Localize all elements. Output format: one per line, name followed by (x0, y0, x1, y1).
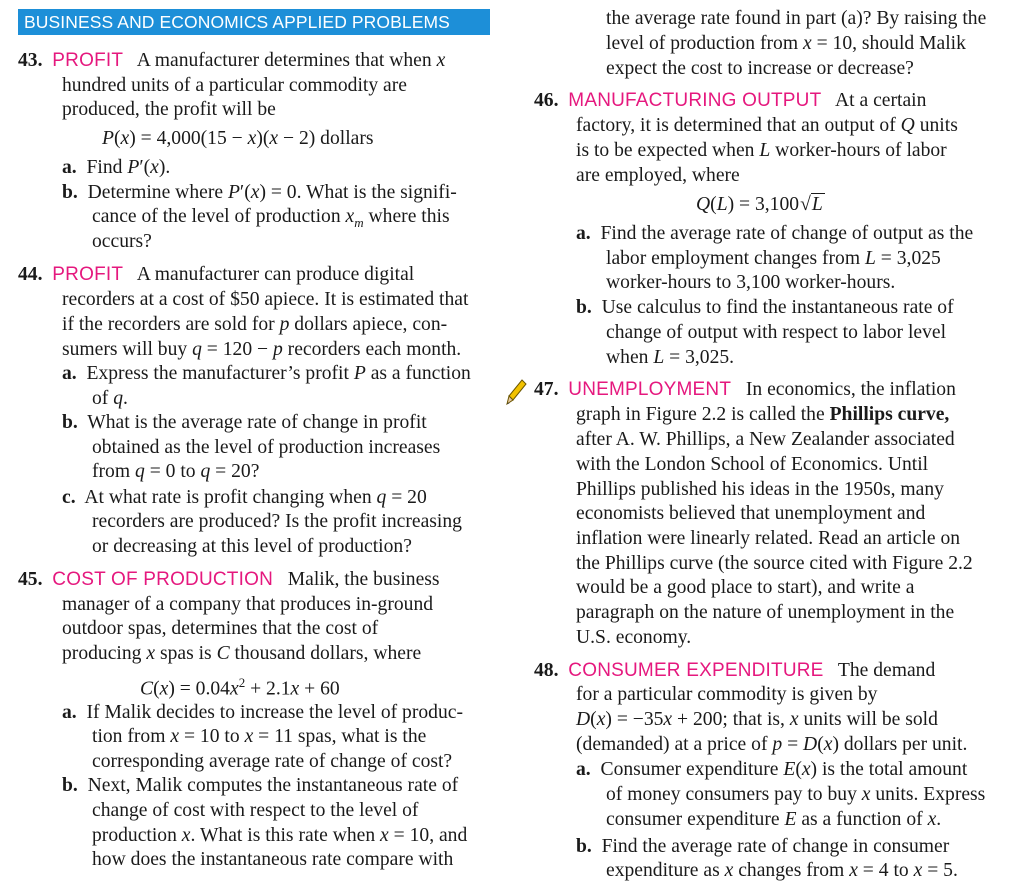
text-run: P (102, 128, 114, 149)
text-run: L (653, 347, 665, 368)
text-run: A manufacturer can produce digital (123, 264, 415, 285)
text-line (576, 222, 973, 246)
text-run: x (290, 678, 300, 700)
text-run: x (724, 860, 734, 881)
text-run: Determine where (77, 182, 228, 203)
text-run: q (135, 461, 145, 482)
text-run: Phillips curve, (829, 404, 950, 425)
text-run: worker-hours of labor (770, 140, 947, 161)
text-run: = 120 − (201, 339, 273, 360)
text-line (18, 263, 414, 287)
text-run: x (789, 709, 799, 730)
text-run: level of production from (606, 33, 803, 54)
text-run: x (801, 759, 811, 780)
text-run: x (913, 860, 923, 881)
text-run: manager of a company that produces in-ground (62, 594, 434, 615)
text-run: is to be expected when (576, 140, 760, 161)
problem-number: 45. (18, 569, 43, 590)
text-run: obtained as the level of production increases (92, 437, 441, 458)
text-run: q (113, 388, 124, 409)
part-label: b. (62, 775, 78, 796)
text-line (18, 568, 440, 592)
part-label: a. (576, 759, 591, 780)
text-run: ′( (139, 157, 151, 178)
text-run: production (92, 825, 182, 846)
text-run: E (783, 759, 796, 780)
text-run: expect the cost to increase or decrease? (606, 58, 914, 79)
text-run: = 3,025. (664, 347, 735, 368)
text-run: x (596, 709, 606, 730)
problem-number: 43. (18, 50, 43, 71)
text-run: Consumer expenditure (590, 759, 784, 780)
text-run: . (936, 809, 942, 830)
text-line (92, 230, 152, 254)
text-line (576, 576, 914, 600)
text-run: would be a good place to start), and write a (576, 577, 915, 598)
text-run: as a function (365, 363, 471, 384)
text-run: recorders are produced? Is the profit increasing (92, 511, 462, 532)
problem-heading: PROFIT (52, 50, 124, 71)
text-line (62, 74, 407, 98)
text-run: x (170, 726, 180, 747)
text-line (576, 601, 954, 625)
text-run: ) = 4,000(15 − (129, 128, 248, 149)
text-line (92, 824, 467, 848)
part-label: a. (62, 363, 77, 384)
text-run: P (353, 363, 366, 384)
text-run: = 3,025 (875, 248, 941, 269)
text-line (62, 486, 427, 510)
text-line (606, 859, 958, 883)
text-run: A manufacturer determines that when (123, 50, 437, 71)
text-line (576, 708, 938, 732)
text-line (18, 49, 445, 73)
text-run: Find (76, 157, 128, 178)
text-run: x (146, 643, 156, 664)
text-line (62, 288, 468, 312)
text-run: (demanded) at a price of (576, 734, 773, 755)
text-run: √ (800, 194, 811, 215)
text-run: 2 (238, 675, 246, 690)
problem-heading: PROFIT (52, 264, 124, 285)
text-run: are employed, where (576, 165, 740, 186)
text-line (62, 593, 433, 617)
text-line (62, 642, 421, 666)
problem-heading: MANUFACTURING OUTPUT (568, 90, 822, 111)
text-run: = (782, 734, 804, 755)
part-label: c. (62, 487, 76, 508)
text-run: = 0 to (144, 461, 201, 482)
text-run: thousand dollars, where (229, 643, 422, 664)
text-line (576, 683, 877, 707)
text-run: x (927, 809, 937, 830)
text-line (62, 338, 461, 362)
text-line (576, 527, 960, 551)
text-run (559, 90, 569, 111)
text-line (576, 835, 949, 859)
text-line (92, 535, 412, 559)
text-run: x (436, 50, 446, 71)
text-line (576, 403, 949, 427)
text-line (62, 313, 447, 337)
text-run: = 4 to (857, 860, 914, 881)
text-line (92, 848, 453, 872)
text-run: producing (62, 643, 147, 664)
text-run: where this (363, 206, 450, 227)
text-run: tion from (92, 726, 171, 747)
text-run: paragraph on the nature of unemployment in the (576, 602, 955, 623)
text-line (576, 164, 740, 188)
text-line (534, 378, 956, 402)
text-line (534, 89, 926, 113)
problem-number: 44. (18, 264, 43, 285)
text-run: − 2) dollars (278, 128, 374, 149)
text-run: occurs? (92, 231, 152, 252)
text-run: . What is this rate when (190, 825, 381, 846)
text-run: labor employment changes from (606, 248, 865, 269)
text-run: p (279, 314, 290, 335)
text-line (576, 453, 928, 477)
text-run: x (802, 33, 812, 54)
text-run: m (354, 214, 364, 230)
text-run: + 2.1 (245, 678, 291, 700)
text-run: x (823, 734, 833, 755)
text-run: = 11 spas, what is the (253, 726, 427, 747)
text-run: recorders at a cost of $50 apiece. It is estimated that (62, 289, 469, 310)
text-run: p (772, 734, 783, 755)
text-line (92, 799, 418, 823)
text-run: x (663, 709, 673, 730)
part-label: b. (576, 836, 592, 857)
text-line (62, 156, 170, 180)
text-line (140, 671, 340, 702)
text-run: inflation were linearly related. Read an article on (576, 528, 961, 549)
text-run: If Malik decides to increase the level of produc- (76, 702, 463, 723)
text-line (576, 478, 944, 502)
part-label: a. (62, 157, 77, 178)
part-label: b. (62, 182, 78, 203)
text-run: the Phillips curve (the source cited with Figure 2.2 (576, 553, 973, 574)
text-line (92, 387, 128, 411)
text-run: ). (158, 157, 171, 178)
text-run: = 10, should Malik (811, 33, 966, 54)
text-run: x (244, 726, 254, 747)
text-line (62, 617, 378, 641)
text-line (576, 502, 925, 526)
text-run: )( (256, 128, 270, 149)
text-run: cance of the level of production (92, 206, 346, 227)
text-run: ( (710, 194, 717, 215)
text-run: + 200; that is, (672, 709, 790, 730)
text-run: + 60 (299, 678, 340, 700)
text-run: factory, it is determined that an output of (576, 115, 901, 136)
text-run: economists believed that unemployment and (576, 503, 926, 524)
text-run: = 10 to (179, 726, 245, 747)
text-run: if the recorders are sold for (62, 314, 280, 335)
text-run: D (803, 734, 818, 755)
text-run: for a particular commodity is given by (576, 684, 878, 705)
text-line (696, 193, 825, 217)
text-line (576, 552, 973, 576)
text-run: C (140, 678, 154, 700)
text-run: ) = −35 (605, 709, 664, 730)
text-line (576, 139, 947, 163)
text-line (92, 436, 440, 460)
text-run: What is the average rate of change in profit (77, 412, 427, 433)
text-run: with the London School of Economics. Until (576, 454, 929, 475)
text-run: L (759, 140, 771, 161)
text-run: x (229, 678, 239, 700)
text-run: Q (900, 115, 915, 136)
part-label: a. (576, 223, 591, 244)
text-run: Find the average rate of change of output as the (590, 223, 974, 244)
text-run: hundred units of a particular commodity are (62, 75, 407, 96)
text-run: P (127, 157, 140, 178)
text-run (559, 379, 569, 400)
text-run: x (159, 678, 169, 700)
text-line (62, 411, 427, 435)
text-run: D (576, 709, 591, 730)
text-run: The demand (823, 660, 936, 681)
text-run: = 10, and (388, 825, 468, 846)
text-run: x (380, 825, 389, 846)
text-run: x (247, 128, 257, 149)
text-run: x (120, 128, 130, 149)
text-run: as a function of (796, 809, 928, 830)
text-run: = 20? (210, 461, 260, 482)
text-run: x (849, 860, 858, 881)
text-line (606, 57, 914, 81)
text-run: ) is the total amount (810, 759, 968, 780)
text-run: ( (590, 709, 597, 730)
text-run: produced, the profit will be (62, 99, 276, 120)
text-line (102, 127, 374, 151)
text-run: Malik, the business (273, 569, 440, 590)
text-run: q (376, 487, 387, 508)
text-run: At what rate is profit changing when (75, 487, 377, 508)
text-line (62, 774, 458, 798)
text-run: sumers will buy (62, 339, 193, 360)
text-line (92, 725, 426, 749)
text-run: ( (153, 678, 160, 700)
problem-heading: UNEMPLOYMENT (568, 379, 732, 400)
problem-number: 48. (534, 660, 559, 681)
text-line (606, 7, 986, 31)
text-run: expenditure as (606, 860, 725, 881)
text-line (576, 626, 691, 650)
text-line (576, 428, 955, 452)
text-run: ) = 0. What is the signifi- (259, 182, 457, 203)
text-line (606, 808, 941, 832)
text-run: Express the manufacturer’s profit (76, 363, 354, 384)
text-run (43, 264, 53, 285)
text-run: or decreasing at this level of production? (92, 536, 412, 557)
problem-number: 46. (534, 90, 559, 111)
section-banner: BUSINESS AND ECONOMICS APPLIED PROBLEMS (18, 9, 490, 35)
text-line (62, 98, 276, 122)
text-run: change of output with respect to labor level (606, 322, 947, 343)
text-run: outdoor spas, determines that the cost of (62, 618, 379, 639)
text-run: Find the average rate of change in consumer (591, 836, 950, 857)
text-line (606, 32, 966, 56)
text-run: from (92, 461, 135, 482)
text-line (606, 783, 985, 807)
text-run: Q (696, 194, 711, 215)
text-run: In economics, the inflation (731, 379, 956, 400)
text-run: units. Express (870, 784, 986, 805)
text-run: consumer expenditure (606, 809, 785, 830)
text-line (576, 114, 958, 138)
text-run: = 5. (922, 860, 958, 881)
text-run: . (123, 388, 128, 409)
text-run (43, 50, 53, 71)
text-run: L (811, 194, 823, 215)
text-line (92, 750, 452, 774)
text-line (576, 296, 954, 320)
text-run: ( (113, 128, 121, 149)
text-run: U.S. economy. (576, 627, 692, 648)
text-run: spas is (155, 643, 217, 664)
part-label: b. (62, 412, 78, 433)
text-line (606, 247, 941, 271)
text-run: x (269, 128, 279, 149)
text-run: ( (817, 734, 824, 755)
text-run: how does the instantaneous rate compare with (92, 849, 454, 870)
text-line (62, 362, 471, 386)
part-label: b. (576, 297, 592, 318)
text-run: E (784, 809, 797, 830)
text-run: ) = 3,100 (727, 194, 800, 215)
text-run: of money consumers pay to buy (606, 784, 862, 805)
part-label: a. (62, 702, 77, 723)
text-run: after A. W. Phillips, a New Zealander associated (576, 429, 955, 450)
text-run: At a certain (821, 90, 927, 111)
text-run: L (716, 194, 728, 215)
text-line (606, 346, 734, 370)
text-run: x (345, 206, 355, 227)
text-run: changes from (733, 860, 850, 881)
text-line (92, 460, 259, 484)
text-run: q (192, 339, 202, 360)
text-run: p (272, 339, 283, 360)
text-run: Phillips published his ideas in the 1950s, many (576, 479, 944, 500)
text-run: x (150, 157, 159, 178)
text-run: the average rate found in part (a)? By raising the (606, 8, 987, 29)
text-run: recorders each month. (282, 339, 462, 360)
text-run (559, 660, 569, 681)
text-run: ′( (239, 182, 251, 203)
text-run: = 20 (386, 487, 427, 508)
text-run: ) dollars per unit. (832, 734, 968, 755)
text-run: x (250, 182, 260, 203)
text-run: dollars apiece, con- (289, 314, 448, 335)
text-run: units (914, 115, 958, 136)
text-run: x (861, 784, 871, 805)
problem-heading: CONSUMER EXPENDITURE (568, 660, 824, 681)
text-run: graph in Figure 2.2 is called the (576, 404, 830, 425)
text-run: x (181, 825, 191, 846)
pencil-icon (506, 378, 528, 406)
text-run: Next, Malik computes the instantaneous rate of (77, 775, 459, 796)
problem-number: 47. (534, 379, 559, 400)
text-line (576, 733, 967, 757)
text-run: L (865, 248, 876, 269)
text-run: q (200, 461, 211, 482)
text-run: worker-hours to 3,100 worker-hours. (606, 272, 896, 293)
problem-heading: COST OF PRODUCTION (52, 569, 273, 590)
text-line (606, 271, 895, 295)
text-run: corresponding average rate of change of cost? (92, 751, 453, 772)
text-line (576, 758, 967, 782)
text-line (606, 321, 946, 345)
text-run: P (227, 182, 240, 203)
text-run: of (92, 388, 114, 409)
text-line (62, 181, 457, 205)
text-run: ) = 0.04 (168, 678, 230, 700)
text-run: when (606, 347, 654, 368)
text-line (534, 659, 935, 683)
text-run: change of cost with respect to the level of (92, 800, 419, 821)
text-run: ( (795, 759, 802, 780)
text-run: Use calculus to find the instantaneous rate of (591, 297, 954, 318)
text-run (43, 569, 53, 590)
text-line (62, 701, 463, 725)
text-run: C (216, 643, 230, 664)
text-run: units will be sold (798, 709, 938, 730)
text-line (92, 510, 462, 534)
